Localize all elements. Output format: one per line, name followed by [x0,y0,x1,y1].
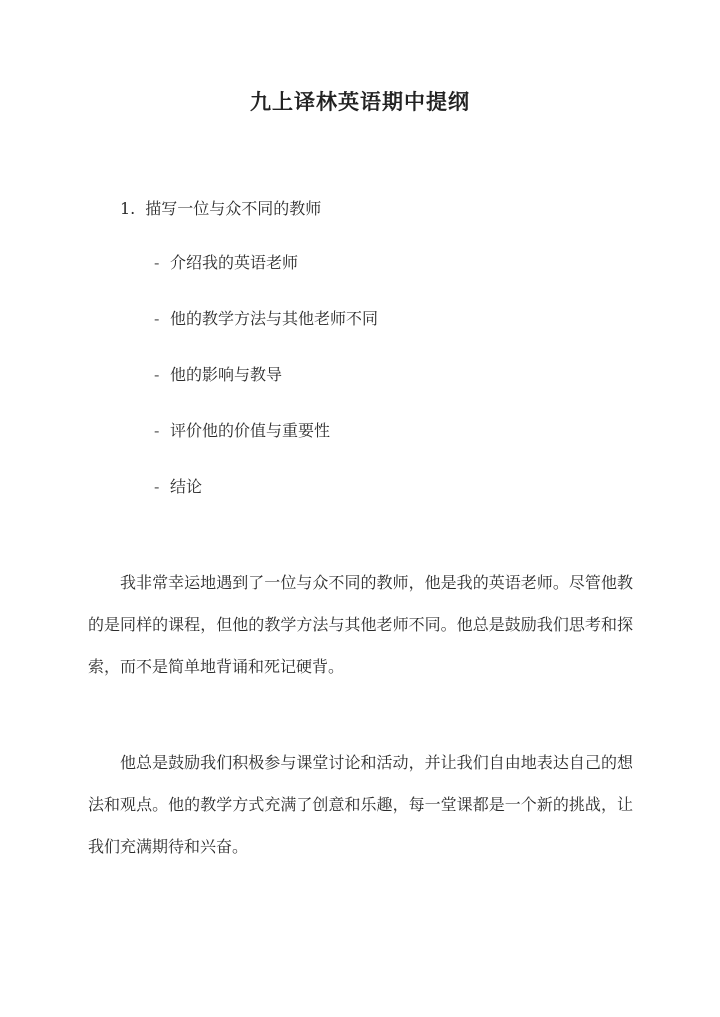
outline-subitem [154,308,378,364]
outline-heading [120,196,321,219]
outline-subitem-text: 他的影响与教导 [170,365,283,384]
outline-heading-text: 描写一位与众不同的教师 [145,199,322,218]
bullet-dash: - [154,309,160,328]
outline-subitems [154,252,378,532]
body-paragraph: 他总是鼓励我们积极参与课堂讨论和活动，并让我们自由地表达自己的想法和观点。他的教学方式充满了创意和乐趣，每一堂课都是一个新的挑战，让我们充满期待和兴奋。 [88,753,633,856]
outline-subitem-text: 结论 [170,477,203,496]
outline-subitem [154,364,378,420]
outline-subitem [154,420,378,476]
bullet-dash: - [154,253,160,272]
bullet-dash: - [154,477,160,496]
bullet-dash: - [154,365,160,384]
outline-subitem-text: 评价他的价值与重要性 [170,421,331,440]
outline-subitem [154,476,378,532]
outline-subitem [154,252,378,308]
outline-number: 1. [120,199,136,218]
bullet-dash: - [154,421,160,440]
body-paragraph: 我非常幸运地遇到了一位与众不同的教师，他是我的英语老师。尽管他教的是同样的课程，但他的教学方法与其他老师不同。他总是鼓励我们思考和探索，而不是简单地背诵和死记硬背。 [88,573,633,676]
outline-subitem-text: 介绍我的英语老师 [170,253,299,272]
outline-subitem-text: 他的教学方法与其他老师不同 [170,309,379,328]
document-title: 九上译林英语期中提纲 [250,89,470,114]
